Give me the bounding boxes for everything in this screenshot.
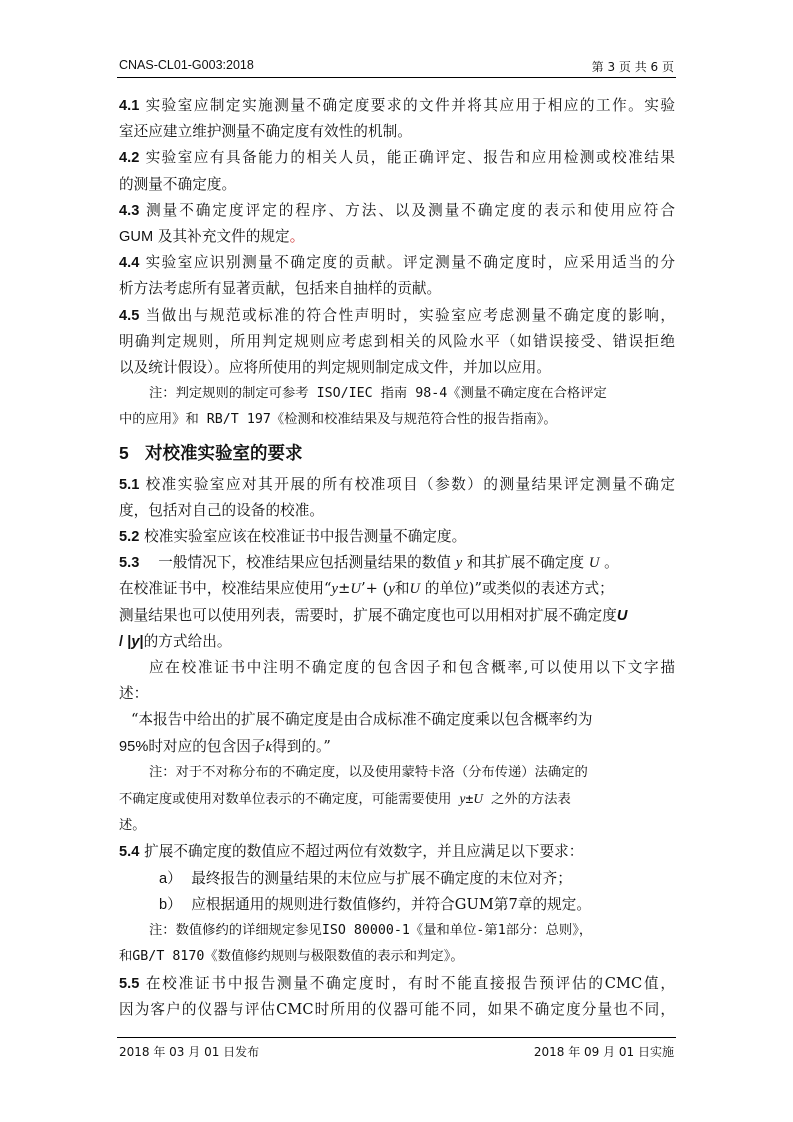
note-text: 注：对于不对称分布的不确定度，以及使用蒙特卡洛（分布传递）法确定的	[149, 764, 588, 780]
list-marker-b: b）	[159, 896, 182, 913]
clause-text: ’+ (	[360, 580, 389, 598]
symbol-k: k	[265, 738, 273, 755]
symbol-U: U	[350, 581, 361, 598]
clause-5-2	[119, 524, 675, 550]
clause-text: 的测量不确定度。	[119, 175, 237, 193]
clause-text: / |	[119, 633, 132, 650]
clause-text: 校准实验室应对其开展的所有校准项目（参数）的测量结果评定测量不确定	[139, 475, 675, 493]
clause-number: 4.2	[119, 150, 140, 167]
page-footer	[117, 1037, 676, 1060]
note-text: 不确定度或使用对数单位表示的不确定度，可能需要使用	[119, 792, 460, 808]
clause-number: 4.1	[119, 98, 140, 114]
quote-text: “本报告中给出的扩展不确定度是由合成标准不确定度乘以包含概率约为	[131, 711, 593, 729]
clause-text: 校准实验室应该在校准证书中报告测量不确定度。	[139, 528, 467, 546]
gum-abbrev: GUM	[119, 229, 154, 246]
symbol-y: y	[388, 581, 395, 598]
clause-text: 度，包括对自己的设备的校准。	[119, 501, 325, 519]
clause-text: 实验室应制定实施测量不确定度要求的文件并将其应用于相应的工作。实验	[139, 97, 675, 114]
plus-minus: ±	[465, 792, 474, 808]
clause-text: 。	[599, 554, 619, 572]
clause-text: 在校准证书中报告测量不确定度时，有时不能直接报告预评估的CMC值，	[139, 974, 675, 992]
clause-text: 析方法考虑所有显著贡献，包括来自抽样的贡献。	[119, 280, 442, 298]
clause-text: 在校准证书中，校准结果应使用“	[119, 580, 332, 598]
clause-5-1	[119, 472, 675, 524]
note-text: 中的应用》和 RB/T 197《检测和校准结果及与规范符合性的报告指南》。	[119, 412, 557, 428]
clause-5-3	[119, 550, 675, 655]
clause-number: 5.3	[119, 555, 140, 572]
paragraph-text: 应在校准证书中注明不确定度的包含因子和包含概率,可以使用以下文字描	[149, 659, 675, 677]
clause-text: 的单位)”或类似的表述方式；	[420, 580, 614, 598]
document-id: CNAS-CL01-G003:2018	[119, 58, 254, 72]
clause-number: 4.4	[119, 255, 140, 272]
clause-text: 及其补充文件的规定	[153, 228, 290, 246]
note-text: 述。	[119, 818, 146, 834]
clause-text: 一般情况下，校准结果应包括测量结果的数值	[139, 554, 456, 572]
clause-4-3	[119, 198, 675, 250]
clause-text: 的方式给出。	[143, 632, 232, 650]
note-rounding	[119, 918, 675, 970]
clause-number: 5.1	[119, 476, 140, 493]
clause-4-1	[119, 93, 675, 145]
section-title: 对校准实验室的要求	[145, 443, 303, 464]
clause-4-4	[119, 250, 675, 302]
clause-text: 因为客户的仪器与评估CMC时所用的仪器可能不同，如果不确定度分量也不同，	[119, 1000, 675, 1018]
symbol-U: U	[409, 581, 421, 598]
paragraph-coverage	[119, 655, 675, 707]
clause-text: |	[139, 633, 144, 650]
red-period: 。	[289, 228, 305, 246]
clause-5-4	[119, 839, 675, 918]
note-decision-rules	[119, 381, 675, 433]
symbol-U: U	[588, 555, 600, 572]
clause-text: 和	[394, 580, 410, 598]
clause-text: 测量结果也可以使用列表，需要时，扩展不确定度也可以用相对扩展不确定度	[119, 606, 617, 624]
clause-text: 实验室应识别测量不确定度的贡献。评定测量不确定度时，应采用适当的分	[139, 254, 675, 272]
page-header	[117, 55, 676, 78]
clause-text: 室还应建立维护测量不确定度有效性的机制。	[119, 123, 412, 141]
symbol-y: y	[455, 555, 463, 572]
clause-text: 和其扩展不确定度	[462, 554, 589, 572]
clause-number: 4.5	[119, 307, 140, 324]
issue-date: 2018 年 03 月 01 日发布	[119, 1045, 260, 1059]
note-text: 之外的方法表	[482, 792, 571, 808]
symbol-U: U	[616, 607, 628, 624]
symbol-y: y	[131, 633, 140, 650]
clause-text: 测量不确定度评定的程序、方法、以及测量不确定度的表示和使用应符合	[139, 201, 675, 219]
clause-text: 以及统计假设）。应将所使用的判定规则制定成文件，并加以应用。	[119, 359, 552, 377]
section-number: 5	[119, 442, 129, 463]
note-asymmetric	[119, 760, 675, 840]
list-marker-a: a）	[159, 870, 182, 887]
list-item-b: 应根据通用的规则进行数值修约，并符合GUM第7章的规定。	[181, 895, 592, 913]
symbol-y: y	[459, 791, 466, 807]
section-heading-5	[119, 436, 675, 471]
clause-5-5	[119, 971, 675, 1023]
quote-text: 时对应的包含因子	[148, 737, 266, 755]
quote-text: 得到的。”	[272, 737, 331, 755]
clause-text: 实验室应有具备能力的相关人员，能正确评定、报告和应用检测或校准结果	[139, 149, 675, 167]
quote-percent: 95%	[119, 738, 149, 755]
page-number: 第 3 页 共 6 页	[591, 60, 674, 74]
paragraph-text: 述：	[119, 685, 149, 703]
quoted-statement	[119, 707, 675, 759]
clause-4-2	[119, 145, 675, 197]
symbol-U: U	[473, 791, 483, 807]
note-text: 注：判定规则的制定可参考 ISO/IEC 指南 98-4《测量不确定度在合格评定	[149, 386, 607, 402]
list-item-a: 最终报告的测量结果的末位应与扩展不确定度的末位对齐；	[181, 869, 572, 887]
clause-4-5	[119, 303, 675, 382]
document-body	[119, 93, 675, 1023]
note-text: 和GB/T 8170《数值修约规则与极限数值的表示和判定》。	[119, 949, 464, 965]
symbol-y: y	[331, 581, 339, 598]
clause-number: 5.4	[119, 844, 140, 861]
clause-number: 5.5	[119, 975, 140, 992]
note-text: 注：数值修约的详细规定参见ISO 80000-1《量和单位-第1部分：总则》，	[149, 923, 593, 939]
clause-text: 明确判定规则，所用判定规则应考虑到相关的风险水平（如错误接受、错误拒绝	[119, 332, 675, 350]
clause-number: 5.2	[119, 529, 140, 546]
effective-date: 2018 年 09 月 01 日实施	[533, 1045, 674, 1059]
clause-text: 扩展不确定度的数值应不超过两位有效数字，并且应满足以下要求：	[139, 843, 584, 861]
clause-number: 4.3	[119, 202, 140, 219]
plus-minus: ±	[338, 580, 351, 598]
clause-text: 当做出与规范或标准的符合性声明时，实验室应考虑测量不确定度的影响，	[139, 306, 675, 324]
